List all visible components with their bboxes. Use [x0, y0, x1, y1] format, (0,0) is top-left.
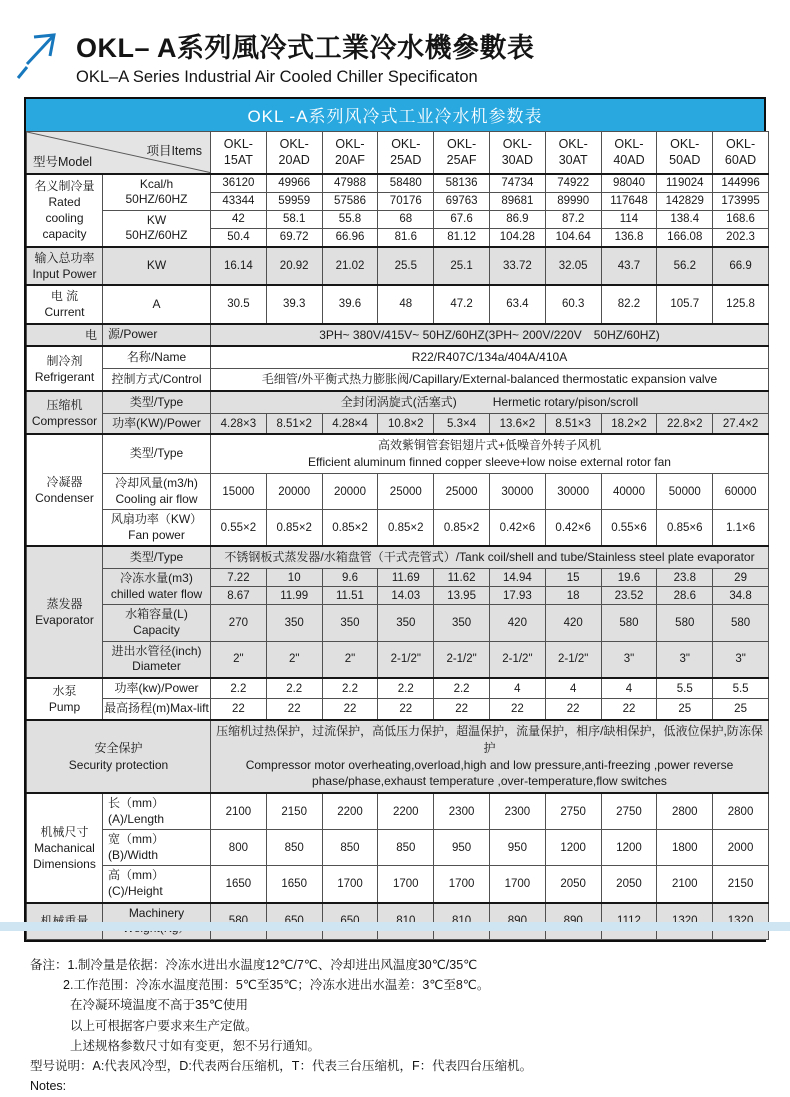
value-cell: 8.67	[211, 587, 267, 605]
value-cell: 2750	[601, 793, 657, 830]
value-cell: 32.05	[545, 247, 601, 285]
value-cell: 2"	[266, 641, 322, 678]
value-cell: 68	[378, 210, 434, 228]
notes-block	[30, 955, 790, 1097]
value-cell: 60.3	[545, 285, 601, 323]
value-cell: 104.64	[545, 228, 601, 247]
value-cell: 3"	[657, 641, 713, 678]
value-cell: 22	[601, 699, 657, 720]
category-cell: 安全保护 Security protection	[27, 720, 211, 793]
value-cell: 13.6×2	[489, 413, 545, 434]
value-cell: 142829	[657, 192, 713, 210]
category-cell: 输入总功率 Input Power	[27, 247, 103, 285]
model-header: OKL- 60AD	[713, 132, 769, 174]
value-cell: 69763	[434, 192, 490, 210]
item-cell: 长（mm）(A)/Length	[103, 793, 211, 830]
value-cell: 13.95	[434, 587, 490, 605]
value-cell: 14.03	[378, 587, 434, 605]
value-cell: 48	[378, 285, 434, 323]
value-cell: 9.6	[322, 569, 378, 587]
value-cell: 136.8	[601, 228, 657, 247]
value-cell: 81.6	[378, 228, 434, 247]
value-cell: 25.5	[378, 247, 434, 285]
value-cell: 67.6	[434, 210, 490, 228]
value-cell: 2800	[657, 793, 713, 830]
value-cell: 22	[489, 699, 545, 720]
value-cell: 10	[266, 569, 322, 587]
value-cell: 420	[489, 605, 545, 641]
item-cell: KW	[103, 247, 211, 285]
value-cell: 49966	[266, 174, 322, 193]
value-cell: 2800	[713, 793, 769, 830]
value-cell: 1800	[657, 830, 713, 866]
value-cell: 87.2	[545, 210, 601, 228]
item-cell: 控制方式/Control	[103, 369, 211, 391]
value-cell: 202.3	[713, 228, 769, 247]
value-cell: 8.51×3	[545, 413, 601, 434]
category-cell: 水泵 Pump	[27, 678, 103, 720]
value-cell: 0.85×2	[434, 510, 490, 547]
value-cell: 1200	[545, 830, 601, 866]
value-cell: 350	[322, 605, 378, 641]
value-cell: 0.85×2	[266, 510, 322, 547]
span-value-cell: 毛细管/外平衡式热力膨胀阀/Capillary/External-balanced thermostatic expansion valve	[211, 369, 769, 391]
item-cell: 高（mm）(C)/Height	[103, 866, 211, 903]
item-cell: Machinery	[103, 903, 211, 940]
value-cell: 580	[713, 605, 769, 641]
value-cell: 2100	[657, 866, 713, 903]
value-cell: 22	[545, 699, 601, 720]
value-cell: 23.8	[657, 569, 713, 587]
value-cell: 20000	[322, 474, 378, 510]
item-cell: 宽（mm）(B)/Width	[103, 830, 211, 866]
corner-items-label: 项目Items	[146, 144, 202, 158]
item-cell: 冷冻水量(m3) chilled water flow	[103, 569, 211, 605]
value-cell: 28.6	[657, 587, 713, 605]
value-cell: 2300	[434, 793, 490, 830]
value-cell: 105.7	[657, 285, 713, 323]
note-line: 上述规格参数尺寸如有变更，恕不另行通知。	[70, 1038, 321, 1053]
value-cell: 0.85×2	[322, 510, 378, 547]
value-cell: 0.42×6	[545, 510, 601, 547]
value-cell: 2-1/2"	[378, 641, 434, 678]
value-cell: 950	[489, 830, 545, 866]
item-cell: 风扇功率（KW） Fan power	[103, 510, 211, 547]
value-cell: 22.8×2	[657, 413, 713, 434]
value-cell: 8.51×2	[266, 413, 322, 434]
value-cell: 1200	[601, 830, 657, 866]
span-value-cell: 压缩机过热保护，过流保护，高低压力保护，超温保护，流量保护，相序/缺相保护，低液位保护,防冻保护 Compressor motor overheating,overload,high and low pressure,anti-freezing ,power reverse phase/phase,exhaust temperature ,over-temperature,flow switches	[211, 720, 769, 793]
value-cell: 144996	[713, 174, 769, 193]
item-cell: 类型/Type	[103, 391, 211, 413]
value-cell: 1700	[489, 866, 545, 903]
value-cell: 125.8	[713, 285, 769, 323]
value-cell: 29	[713, 569, 769, 587]
value-cell: 25	[713, 699, 769, 720]
span-value-cell: 全封闭涡旋式(活塞式) Hermetic rotary/pison/scroll	[211, 391, 769, 413]
value-cell: 2.2	[378, 678, 434, 699]
value-cell: 4.28×3	[211, 413, 267, 434]
model-header: OKL- 20AF	[322, 132, 378, 174]
value-cell: 4.28×4	[322, 413, 378, 434]
value-cell: 47988	[322, 174, 378, 193]
value-cell: 82.2	[601, 285, 657, 323]
value-cell: 27.4×2	[713, 413, 769, 434]
model-header: OKL- 15AT	[211, 132, 267, 174]
value-cell: 25.1	[434, 247, 490, 285]
value-cell: 50.4	[211, 228, 267, 247]
value-cell: 2200	[378, 793, 434, 830]
model-header: OKL- 50AD	[657, 132, 713, 174]
span-value-cell: 高效紫铜管套铝翅片式+低噪音外转子风机 Efficient aluminum finned copper sleeve+low noise external rotor fan	[211, 434, 769, 473]
value-cell: 168.6	[713, 210, 769, 228]
value-cell: 11.99	[266, 587, 322, 605]
corner-cell	[27, 132, 211, 174]
value-cell: 2750	[545, 793, 601, 830]
value-cell: 350	[266, 605, 322, 641]
page-header	[0, 0, 790, 87]
value-cell: 43344	[211, 192, 267, 210]
value-cell: 850	[322, 830, 378, 866]
value-cell: 15000	[211, 474, 267, 510]
item-cell: 类型/Type	[103, 546, 211, 568]
page-subtitle: OKL–A Series Industrial Air Cooled Chiller Specificaton	[76, 68, 478, 86]
value-cell: 104.28	[489, 228, 545, 247]
value-cell: 3"	[713, 641, 769, 678]
value-cell: 55.8	[322, 210, 378, 228]
value-cell: 74734	[489, 174, 545, 193]
value-cell: 7.22	[211, 569, 267, 587]
value-cell: 30000	[545, 474, 601, 510]
table-caption: OKL -A系列风冷式工业冷水机参数表	[26, 99, 764, 131]
value-cell: 0.55×6	[601, 510, 657, 547]
model-header: OKL- 30AT	[545, 132, 601, 174]
value-cell: 2.2	[322, 678, 378, 699]
item-cell: 进出水管径(inch) Diameter	[103, 641, 211, 678]
value-cell: 2"	[322, 641, 378, 678]
value-cell: 43.7	[601, 247, 657, 285]
value-cell: 40000	[601, 474, 657, 510]
value-cell: 5.5	[657, 678, 713, 699]
value-cell: 58136	[434, 174, 490, 193]
value-cell: 350	[434, 605, 490, 641]
value-cell: 70176	[378, 192, 434, 210]
note-line: 以上可根据客户要求来生产定做。	[70, 1018, 258, 1033]
value-cell: 5.5	[713, 678, 769, 699]
value-cell: 98040	[601, 174, 657, 193]
note-line: 型号说明：A:代表风冷型，D:代表两台压缩机，T：代表三台压缩机，F：代表四台压缩机。	[30, 1059, 533, 1074]
value-cell: 850	[378, 830, 434, 866]
span-value-cell: 3PH~ 380V/415V~ 50HZ/60HZ(3PH~ 200V/220V 50HZ/60HZ)	[211, 324, 769, 347]
value-cell: 58480	[378, 174, 434, 193]
value-cell: 66.9	[713, 247, 769, 285]
span-value-cell: R22/R407C/134a/404A/410A	[211, 346, 769, 368]
value-cell: 2000	[713, 830, 769, 866]
value-cell: 950	[434, 830, 490, 866]
model-header: OKL- 20AD	[266, 132, 322, 174]
model-header: OKL- 25AF	[434, 132, 490, 174]
value-cell: 30.5	[211, 285, 267, 323]
value-cell: 1700	[378, 866, 434, 903]
value-cell: 10.8×2	[378, 413, 434, 434]
value-cell: 4	[545, 678, 601, 699]
value-cell: 58.1	[266, 210, 322, 228]
value-cell: 59959	[266, 192, 322, 210]
value-cell: 20.92	[266, 247, 322, 285]
spec-table	[26, 131, 769, 940]
value-cell: 5.3×4	[434, 413, 490, 434]
item-cell: 名称/Name	[103, 346, 211, 368]
value-cell: 57586	[322, 192, 378, 210]
value-cell: 47.2	[434, 285, 490, 323]
category-cell: 电	[27, 324, 103, 347]
value-cell: 25000	[378, 474, 434, 510]
value-cell: 23.52	[601, 587, 657, 605]
value-cell: 119024	[657, 174, 713, 193]
arrow-up-right-icon	[14, 26, 68, 84]
value-cell: 117648	[601, 192, 657, 210]
value-cell: 580	[601, 605, 657, 641]
value-cell: 0.85×6	[657, 510, 713, 547]
value-cell: 138.4	[657, 210, 713, 228]
value-cell: 19.6	[601, 569, 657, 587]
note-line: 备注：1.制冷量是依据：冷冻水进出水温度12℃/7℃、冷却进出风温度30℃/35℃	[30, 957, 478, 972]
category-cell: 电 流 Current	[27, 285, 103, 323]
value-cell: 14.94	[489, 569, 545, 587]
value-cell: 22	[434, 699, 490, 720]
value-cell: 4	[489, 678, 545, 699]
value-cell: 66.96	[322, 228, 378, 247]
category-cell: 名义制冷量 Rated cooling capacity	[27, 174, 103, 247]
value-cell: 11.69	[378, 569, 434, 587]
value-cell: 18.2×2	[601, 413, 657, 434]
value-cell: 2-1/2"	[545, 641, 601, 678]
value-cell: 34.8	[713, 587, 769, 605]
spec-table-container	[24, 97, 766, 942]
value-cell: 4	[601, 678, 657, 699]
value-cell: 11.51	[322, 587, 378, 605]
value-cell: 25	[657, 699, 713, 720]
value-cell: 350	[378, 605, 434, 641]
value-cell: 22	[378, 699, 434, 720]
span-value-cell: 不锈钢板式蒸发器/水箱盘管（干式壳管式）/Tank coil/shell and tube/Stainless steel plate evaporator	[211, 546, 769, 568]
value-cell: 69.72	[266, 228, 322, 247]
value-cell: 2200	[322, 793, 378, 830]
value-cell: 2"	[211, 641, 267, 678]
model-header: OKL- 40AD	[601, 132, 657, 174]
value-cell: 18	[545, 587, 601, 605]
model-header: OKL- 25AD	[378, 132, 434, 174]
value-cell: 60000	[713, 474, 769, 510]
footer-strip	[0, 922, 790, 931]
value-cell: 20000	[266, 474, 322, 510]
value-cell: 2100	[211, 793, 267, 830]
item-cell: Kcal/h 50HZ/60HZ	[103, 174, 211, 211]
item-cell: 类型/Type	[103, 434, 211, 473]
value-cell: 2.2	[211, 678, 267, 699]
value-cell: 270	[211, 605, 267, 641]
value-cell: 420	[545, 605, 601, 641]
value-cell: 15	[545, 569, 601, 587]
value-cell: 1.1×6	[713, 510, 769, 547]
value-cell: 2150	[266, 793, 322, 830]
value-cell: 16.14	[211, 247, 267, 285]
value-cell: 39.6	[322, 285, 378, 323]
value-cell: 2-1/2"	[434, 641, 490, 678]
note-line: Notes:	[30, 1079, 67, 1094]
value-cell: 11.62	[434, 569, 490, 587]
value-cell: 1650	[211, 866, 267, 903]
value-cell: 2-1/2"	[489, 641, 545, 678]
value-cell: 1700	[322, 866, 378, 903]
category-cell: 蒸发器 Evaporator	[27, 546, 103, 677]
item-cell: 功率(KW)/Power	[103, 413, 211, 434]
value-cell: 3"	[601, 641, 657, 678]
value-cell: 2050	[601, 866, 657, 903]
value-cell: 33.72	[489, 247, 545, 285]
item-cell: 功率(kw)/Power	[103, 678, 211, 699]
title-block	[76, 26, 535, 87]
value-cell: 50000	[657, 474, 713, 510]
page-title: OKL– A系列風冷式工業冷水機參數表	[76, 33, 535, 63]
value-cell: 22	[266, 699, 322, 720]
value-cell: 166.08	[657, 228, 713, 247]
item-cell: KW 50HZ/60HZ	[103, 210, 211, 247]
value-cell: 89681	[489, 192, 545, 210]
item-cell: 冷却风量(m3/h) Cooling air flow	[103, 474, 211, 510]
item-cell: 源/Power	[103, 324, 211, 347]
value-cell: 25000	[434, 474, 490, 510]
model-header: OKL- 30AD	[489, 132, 545, 174]
value-cell: 89990	[545, 192, 601, 210]
value-cell: 1650	[266, 866, 322, 903]
note-line: 2.工作范围：冷冻水温度范围：5℃至35℃；冷冻水进出水温差：3℃至8℃。	[63, 978, 490, 993]
category-cell: 冷凝器 Condenser	[27, 434, 103, 546]
value-cell: 22	[322, 699, 378, 720]
value-cell: 21.02	[322, 247, 378, 285]
value-cell: 0.42×6	[489, 510, 545, 547]
value-cell: 2.2	[266, 678, 322, 699]
category-cell: 压缩机 Compressor	[27, 391, 103, 434]
value-cell: 173995	[713, 192, 769, 210]
value-cell: 17.93	[489, 587, 545, 605]
value-cell: 2150	[713, 866, 769, 903]
value-cell: 39.3	[266, 285, 322, 323]
value-cell: 0.85×2	[378, 510, 434, 547]
note-line: 在冷凝环境温度不高于35℃使用	[70, 998, 248, 1013]
corner-model-label: 型号Model	[33, 154, 93, 169]
value-cell: 580	[657, 605, 713, 641]
value-cell: 1700	[434, 866, 490, 903]
item-cell: 水箱容量(L) Capacity	[103, 605, 211, 641]
value-cell: 850	[266, 830, 322, 866]
value-cell: 22	[211, 699, 267, 720]
value-cell: 30000	[489, 474, 545, 510]
category-cell: 机械尺寸 Machanical Dimensions	[27, 793, 103, 903]
value-cell: 56.2	[657, 247, 713, 285]
value-cell: 2300	[489, 793, 545, 830]
value-cell: 114	[601, 210, 657, 228]
value-cell: 2050	[545, 866, 601, 903]
value-cell: 74922	[545, 174, 601, 193]
value-cell: 0.55×2	[211, 510, 267, 547]
value-cell: 42	[211, 210, 267, 228]
value-cell: 36120	[211, 174, 267, 193]
item-cell: A	[103, 285, 211, 323]
value-cell: 63.4	[489, 285, 545, 323]
value-cell: 2.2	[434, 678, 490, 699]
value-cell: 81.12	[434, 228, 490, 247]
value-cell: 800	[211, 830, 267, 866]
value-cell: 86.9	[489, 210, 545, 228]
item-cell: 最高扬程(m)Max-lift	[103, 699, 211, 720]
category-cell: 制冷剂 Refrigerant	[27, 346, 103, 391]
